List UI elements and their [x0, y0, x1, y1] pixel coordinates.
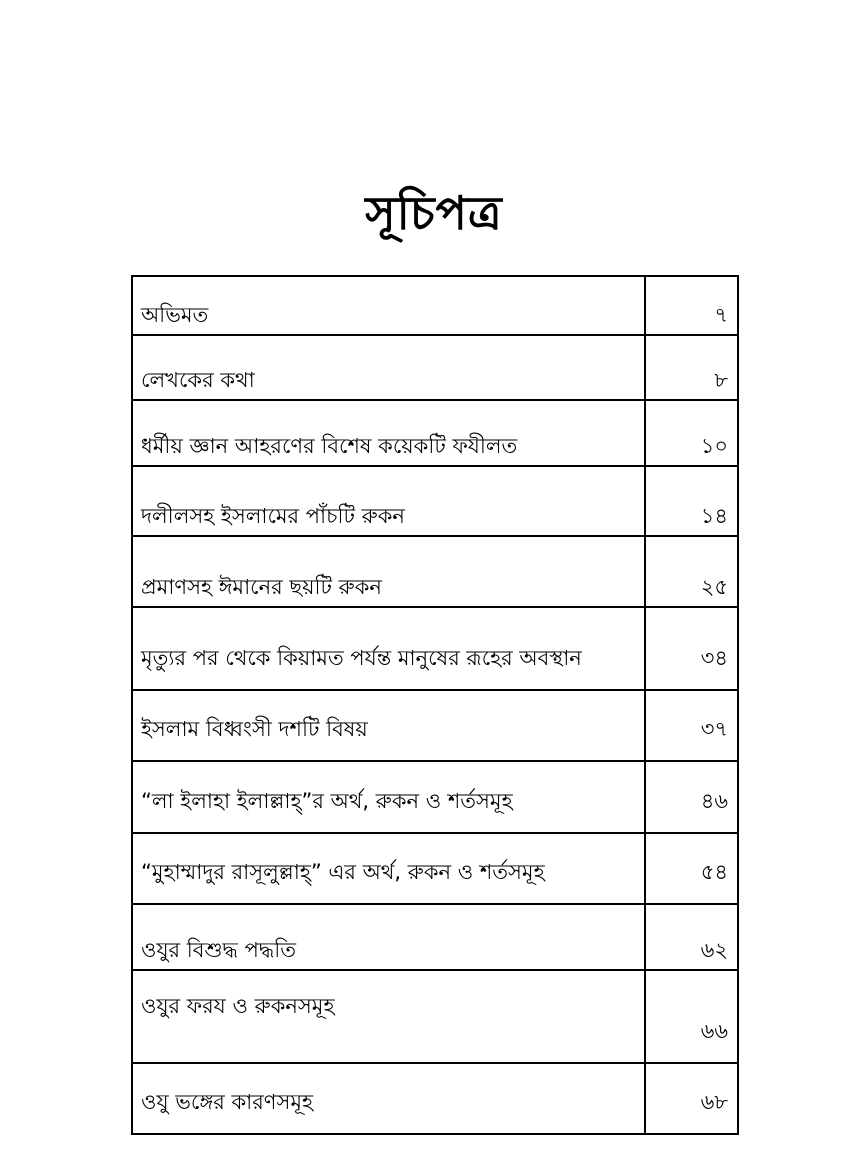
toc-page-number: ৩৭: [645, 690, 738, 761]
toc-page-number: ১০: [645, 400, 738, 466]
toc-page-number: ৬২: [645, 904, 738, 970]
toc-row: [132, 690, 738, 761]
toc-entry-label: দলীলসহ ইসলামের পাঁচটি রুকন: [132, 466, 645, 536]
table-of-contents: [131, 275, 739, 1135]
toc-row: [132, 833, 738, 904]
toc-entry-label: লেখকের কথা: [132, 335, 645, 400]
toc-row: [132, 904, 738, 970]
toc-page-number: ৩৪: [645, 607, 738, 690]
toc-entry-label: ওযু ভঙ্গের কারণসমূহ: [132, 1063, 645, 1134]
toc-entry-label: ওযুর বিশুদ্ধ পদ্ধতি: [132, 904, 645, 970]
toc-entry-label: ধর্মীয় জ্ঞান আহরণের বিশেষ কয়েকটি ফযীলত: [132, 400, 645, 466]
toc-row: [132, 970, 738, 1063]
toc-entry-label: প্রমাণসহ ঈমানের ছয়টি রুকন: [132, 536, 645, 607]
toc-page-number: ৫৪: [645, 833, 738, 904]
toc-entry-label: অভিমত: [132, 276, 645, 335]
toc-row: [132, 400, 738, 466]
toc-page-number: ৮: [645, 335, 738, 400]
toc-page-number: ১৪: [645, 466, 738, 536]
toc-entry-label: মৃত্যুর পর থেকে কিয়ামত পর্যন্ত মানুষের রূহের অবস্থান: [132, 607, 645, 690]
toc-row: [132, 335, 738, 400]
toc-entry-label: “মুহাম্মাদুর রাসূলুল্লাহ্” এর অর্থ, রুকন ও শর্তসমূহ: [132, 833, 645, 904]
toc-page-number: ৬৮: [645, 1063, 738, 1134]
page-title: সূচিপত্র: [365, 186, 503, 240]
toc-entry-label: ইসলাম বিধ্বংসী দশটি বিষয়: [132, 690, 645, 761]
toc-row: [132, 1063, 738, 1134]
toc-page-number: ২৫: [645, 536, 738, 607]
toc-entry-label: “লা ইলাহা ইলাল্লাহ্”র অর্থ, রুকন ও শর্তসমূহ: [132, 761, 645, 833]
toc-row: [132, 536, 738, 607]
toc-page-number: ৬৬: [645, 970, 738, 1063]
toc-row: [132, 761, 738, 833]
toc-row: [132, 607, 738, 690]
toc-row: [132, 276, 738, 335]
toc-entry-label: ওযুর ফরয ও রুকনসমূহ: [132, 970, 645, 1063]
toc-row: [132, 466, 738, 536]
toc-page-number: ৪৬: [645, 761, 738, 833]
toc-page-number: ৭: [645, 276, 738, 335]
